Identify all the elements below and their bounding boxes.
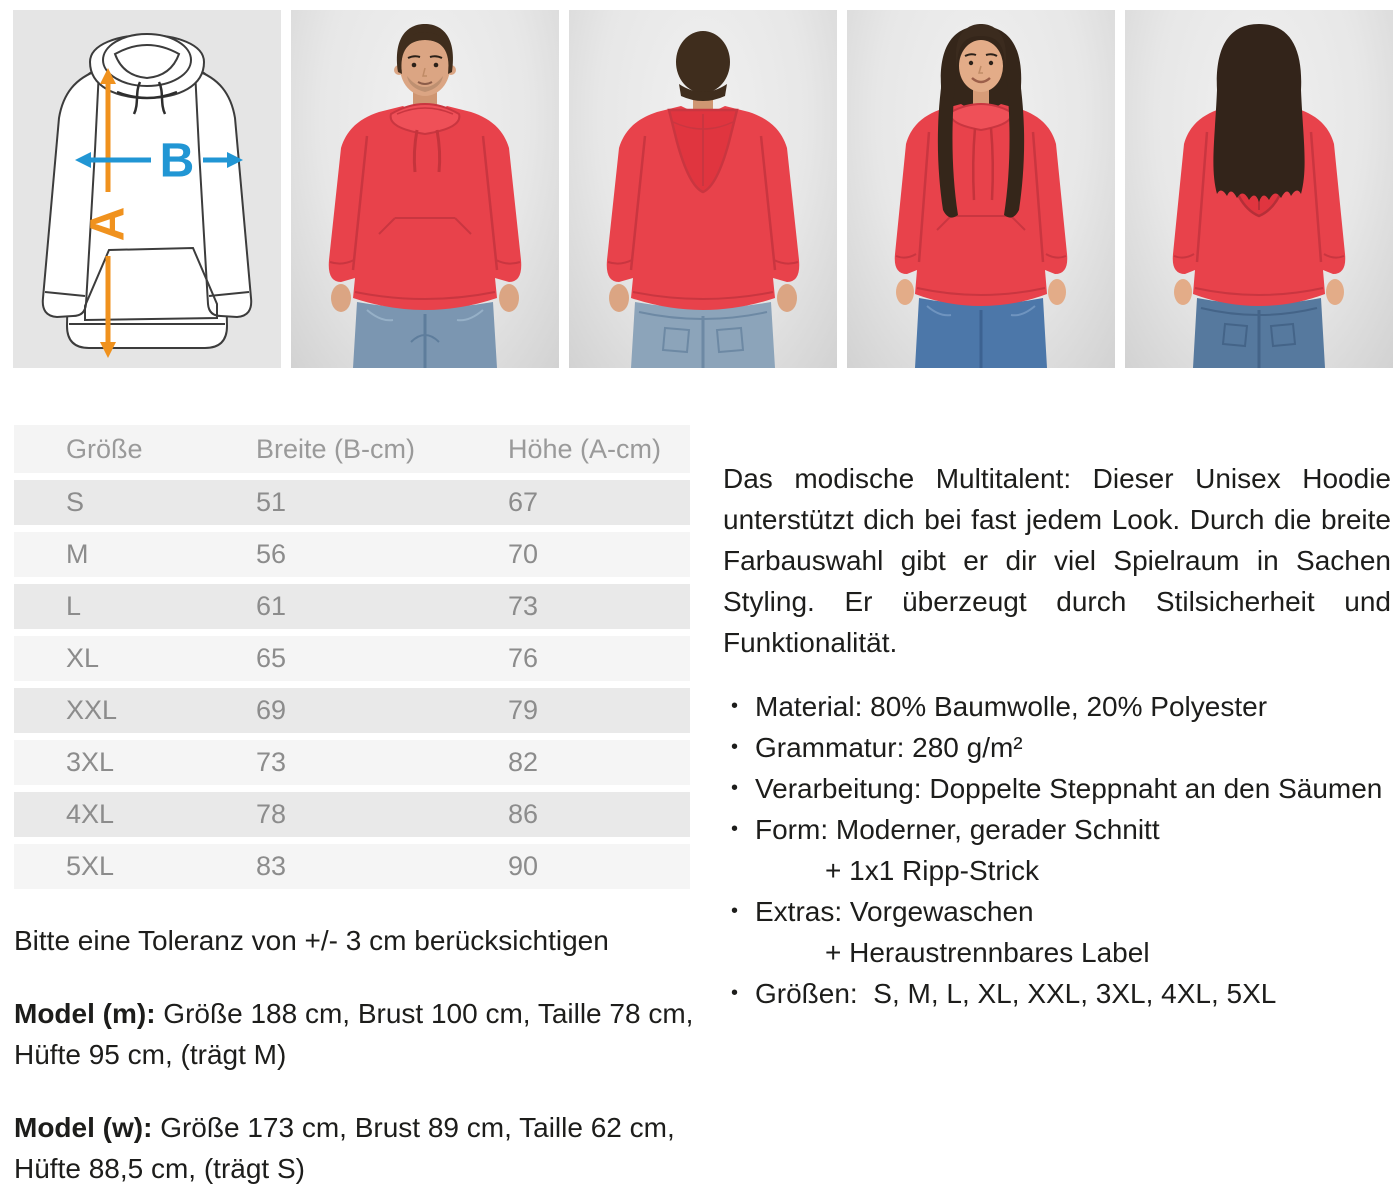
spec-text: Grammatur: 280 g/m² (755, 732, 1023, 763)
height-cell: 70 (508, 539, 539, 569)
hoodie (895, 104, 1068, 306)
size-cell: M (66, 539, 89, 569)
bullet-icon: • (731, 695, 739, 717)
jeans (915, 298, 1047, 368)
size-cell: 5XL (66, 851, 115, 881)
width-cell: 56 (256, 539, 287, 569)
table-row (14, 636, 690, 681)
spec-item-groessen (723, 973, 1391, 1014)
model-m-text: Größe 188 cm, Brust 100 cm, Taille 78 cm, Hüfte 95 cm, (trägt M) (14, 998, 694, 1070)
width-cell: 65 (256, 643, 287, 673)
hair-back-long (1213, 24, 1304, 202)
photo-male-back (569, 10, 837, 368)
size-diagram-panel (13, 10, 281, 368)
head-back (676, 31, 730, 110)
height-cell: 79 (508, 695, 539, 725)
bullet-icon: • (731, 818, 739, 840)
spec-text: Form: Moderner, gerader Schnitt (755, 814, 1160, 845)
hoodie-measurement-diagram (13, 10, 281, 368)
size-cell: 4XL (66, 799, 115, 829)
spec-item-material (723, 686, 1391, 727)
table-row (14, 688, 690, 733)
width-cell: 61 (256, 591, 287, 621)
bullet-icon: • (731, 777, 739, 799)
model-w-label: Model (w): (14, 1112, 153, 1143)
product-gallery (13, 10, 1393, 368)
model-m-label: Model (m): (14, 998, 156, 1029)
hoodie-outline (43, 62, 251, 348)
table-row (14, 584, 690, 629)
width-cell: 83 (256, 851, 287, 881)
model-w-text: Größe 173 cm, Brust 89 cm, Taille 62 cm, Hüfte 88,5 cm, (trägt S) (14, 1112, 675, 1184)
spec-item-verarbeitung (723, 768, 1391, 809)
jeans-back (1193, 298, 1325, 368)
size-cell: S (66, 487, 85, 517)
table-row (14, 792, 690, 837)
col-header-width: Breite (B-cm) (256, 433, 416, 464)
male-back-figure (569, 10, 837, 368)
table-row (14, 740, 690, 785)
size-chart-table (14, 425, 690, 896)
photo-female-front (847, 10, 1115, 368)
table-row (14, 532, 690, 577)
width-label: B (159, 134, 195, 188)
size-cell: 3XL (66, 747, 115, 777)
female-back-figure (1125, 10, 1393, 368)
table-row (14, 844, 690, 889)
col-header-height: Höhe (A-cm) (508, 433, 662, 464)
head (394, 24, 456, 112)
spec-item-extras-extra: + Heraustrennbares Label (825, 937, 1150, 968)
spec-item-grammatur (723, 727, 1391, 768)
photo-male-front (291, 10, 559, 368)
width-cell: 73 (256, 747, 287, 777)
bullet-icon: • (731, 900, 739, 922)
width-cell: 51 (256, 487, 287, 517)
female-front-figure (847, 10, 1115, 368)
tolerance-note: Bitte eine Toleranz von +/- 3 cm berücksichtigen (14, 925, 609, 956)
spec-text: Größen: S, M, L, XL, XXL, 3XL, 4XL, 5XL (755, 978, 1277, 1009)
height-cell: 76 (508, 643, 539, 673)
spec-text: Verarbeitung: Doppelte Steppnaht an den Säumen (755, 773, 1383, 804)
notes-section (14, 920, 694, 1189)
spec-item-form-extra: + 1x1 Ripp-Strick (825, 855, 1039, 886)
spec-text: Extras: Vorgewaschen (755, 896, 1034, 927)
product-description-paragraph: Das modische Multitalent: Dieser Unisex Hoodie unterstützt dich bei fast jedem Look. Durch die breite Farbauswahl gibt er dir viel Spielraum in Sachen Styling. Er überzeugt durch Stilsicherheit und Funktionalität. (723, 463, 1391, 658)
size-cell: XXL (66, 695, 118, 725)
spec-list (723, 686, 1391, 1014)
photo-female-back (1125, 10, 1393, 368)
model-w-info (14, 1107, 694, 1189)
width-cell: 69 (256, 695, 287, 725)
height-cell: 82 (508, 747, 539, 777)
size-cell: XL (66, 643, 100, 673)
spec-item-form (723, 809, 1391, 850)
hoodie (329, 104, 522, 310)
model-m-info (14, 993, 694, 1075)
height-cell: 67 (508, 487, 539, 517)
male-front-figure (291, 10, 559, 368)
hoodie-back (607, 106, 800, 310)
spec-item-extras (723, 891, 1391, 932)
col-header-size: Größe (66, 433, 143, 464)
spec-text: Material: 80% Baumwolle, 20% Polyester (755, 691, 1268, 722)
jeans-back (631, 302, 775, 368)
height-label: A (81, 206, 135, 242)
bullet-icon: • (731, 982, 739, 1004)
height-cell: 73 (508, 591, 539, 621)
height-cell: 86 (508, 799, 539, 829)
size-table-header-row (14, 425, 690, 473)
bullet-icon: • (731, 736, 739, 758)
table-row (14, 480, 690, 525)
jeans (353, 302, 497, 368)
size-cell: L (66, 591, 82, 621)
width-cell: 78 (256, 799, 287, 829)
height-cell: 90 (508, 851, 539, 881)
